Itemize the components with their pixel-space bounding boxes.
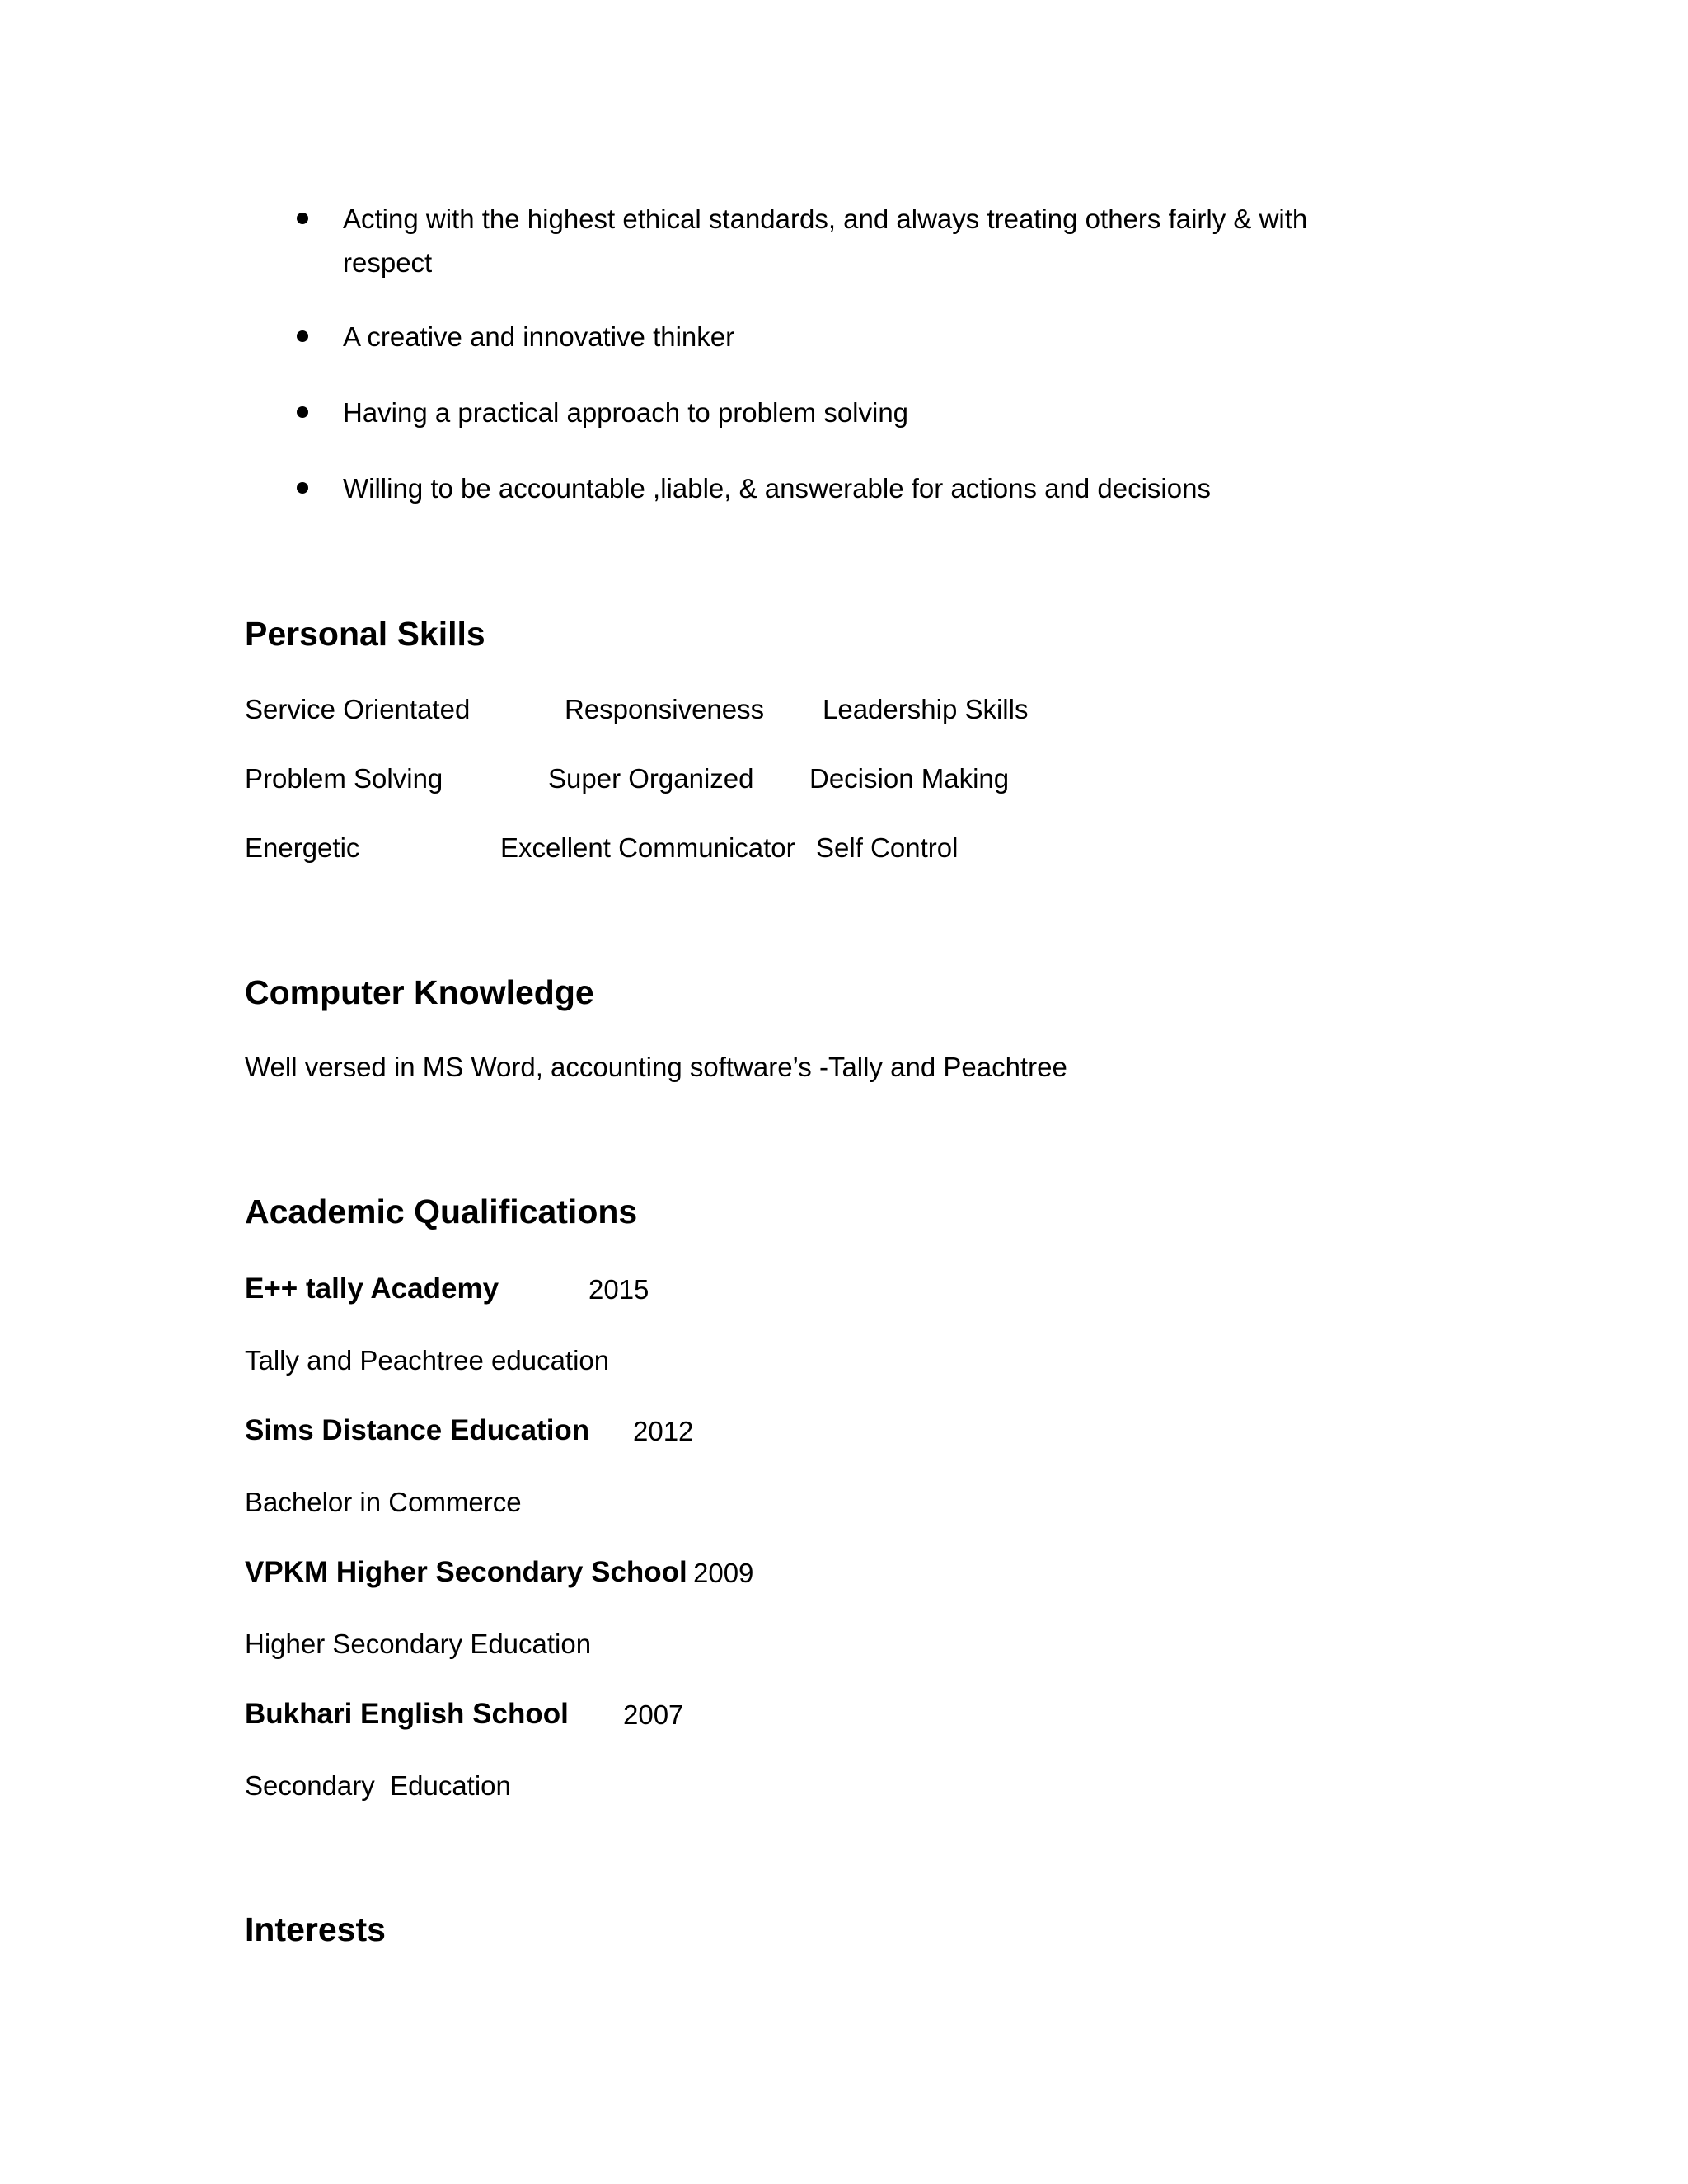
trait-text-continued: respect (343, 247, 433, 278)
skill-item: Super Organized (548, 763, 754, 794)
institution-name: Sims Distance Education (245, 1414, 590, 1446)
qualification-description: Bachelor in Commerce (245, 1487, 522, 1517)
bullet-icon (297, 482, 308, 494)
institution-name: VPKM Higher Secondary School (245, 1556, 687, 1588)
personal-skills-heading: Personal Skills (245, 615, 485, 653)
interests-heading: Interests (245, 1910, 386, 1948)
qualification-description: Tally and Peachtree education (245, 1345, 610, 1376)
computer-knowledge-heading: Computer Knowledge (245, 973, 594, 1011)
bullet-icon (297, 406, 308, 418)
bullet-icon (297, 213, 308, 224)
qualification-year: 2007 (623, 1699, 684, 1730)
qualification-year: 2015 (588, 1274, 649, 1305)
skill-item: Excellent Communicator (500, 832, 795, 863)
skill-item: Service Orientated (245, 694, 471, 724)
skill-item: Self Control (816, 832, 959, 863)
skill-item: Problem Solving (245, 763, 443, 794)
skill-item: Leadership Skills (823, 694, 1029, 724)
qualification-year: 2012 (633, 1416, 694, 1446)
skill-item: Decision Making (809, 763, 1010, 794)
trait-text: Acting with the highest ethical standards, and always treating others fairly & with (343, 204, 1308, 234)
computer-knowledge-text: Well versed in MS Word, accounting software’s -Tally and Peachtree (245, 1052, 1067, 1082)
academic-qualifications-heading: Academic Qualifications (245, 1193, 638, 1230)
qualification-description: Secondary Education (245, 1770, 511, 1801)
institution-name: E++ tally Academy (245, 1272, 499, 1305)
qualification-year: 2009 (693, 1558, 754, 1588)
bullet-icon (297, 330, 308, 342)
qualification-description: Higher Secondary Education (245, 1629, 592, 1659)
skill-item: Responsiveness (565, 694, 765, 724)
institution-name: Bukhari English School (245, 1698, 569, 1730)
skill-item: Energetic (245, 832, 360, 863)
trait-text: Having a practical approach to problem solving (343, 397, 909, 428)
trait-text: A creative and innovative thinker (343, 321, 735, 352)
trait-text: Willing to be accountable ,liable, & answerable for actions and decisions (343, 473, 1211, 504)
